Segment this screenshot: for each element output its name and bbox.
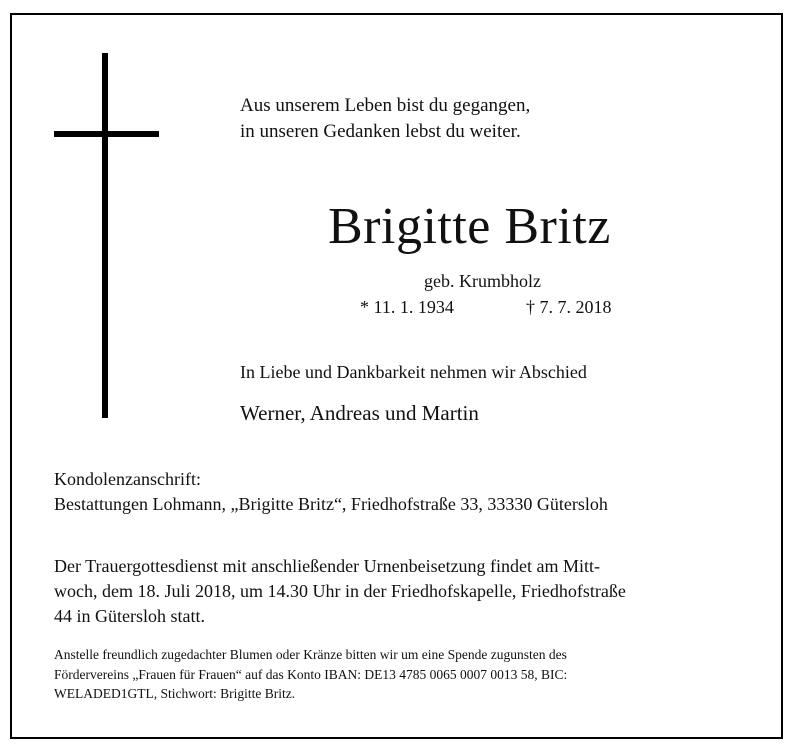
motto-line-2: in unseren Gedanken lebst du weiter. — [240, 121, 521, 142]
donation-line-3: WELADED1GTL, Stichwort: Brigitte Britz. — [54, 686, 296, 701]
cross-horizontal-bar — [54, 131, 159, 137]
farewell-text: In Liebe und Dankbarkeit nehmen wir Abschied — [240, 362, 587, 382]
cross-vertical-bar — [102, 53, 108, 418]
maiden-name: geb. Krumbholz — [424, 271, 541, 291]
service-line-2: woch, dem 18. Juli 2018, um 14.30 Uhr in der Friedhofskapelle, Friedhofstraße — [54, 581, 626, 601]
service-line-3: 44 in Gütersloh statt. — [54, 606, 205, 626]
service-line-1: Der Trauergottesdienst mit anschließender Urnenbeisetzung findet am Mitt- — [54, 556, 601, 576]
funeral-service-info — [54, 554, 747, 629]
death-date: † 7. 7. 2018 — [526, 297, 612, 317]
donation-line-1: Anstelle freundlich zugedachter Blumen oder Kränze bitten wir um eine Spende zugunsten des — [54, 647, 567, 662]
mourners-names: Werner, Andreas und Martin — [240, 401, 479, 425]
donation-note — [54, 645, 747, 704]
motto — [240, 93, 530, 145]
donation-line-2: Fördervereins „Frauen für Frauen“ auf das Konto IBAN: DE13 4785 0065 0007 0013 58, BIC: — [54, 666, 568, 682]
condolence-address: Bestattungen Lohmann, „Brigitte Britz“, Friedhofstraße 33, 33330 Gütersloh — [54, 494, 608, 514]
condolence-address-block — [54, 467, 608, 517]
deceased-name: Brigitte Britz — [328, 198, 611, 255]
motto-line-1: Aus unserem Leben bist du gegangen, — [240, 95, 531, 116]
birth-date: * 11. 1. 1934 — [360, 297, 454, 317]
condolence-label: Kondolenzanschrift: — [54, 469, 201, 489]
